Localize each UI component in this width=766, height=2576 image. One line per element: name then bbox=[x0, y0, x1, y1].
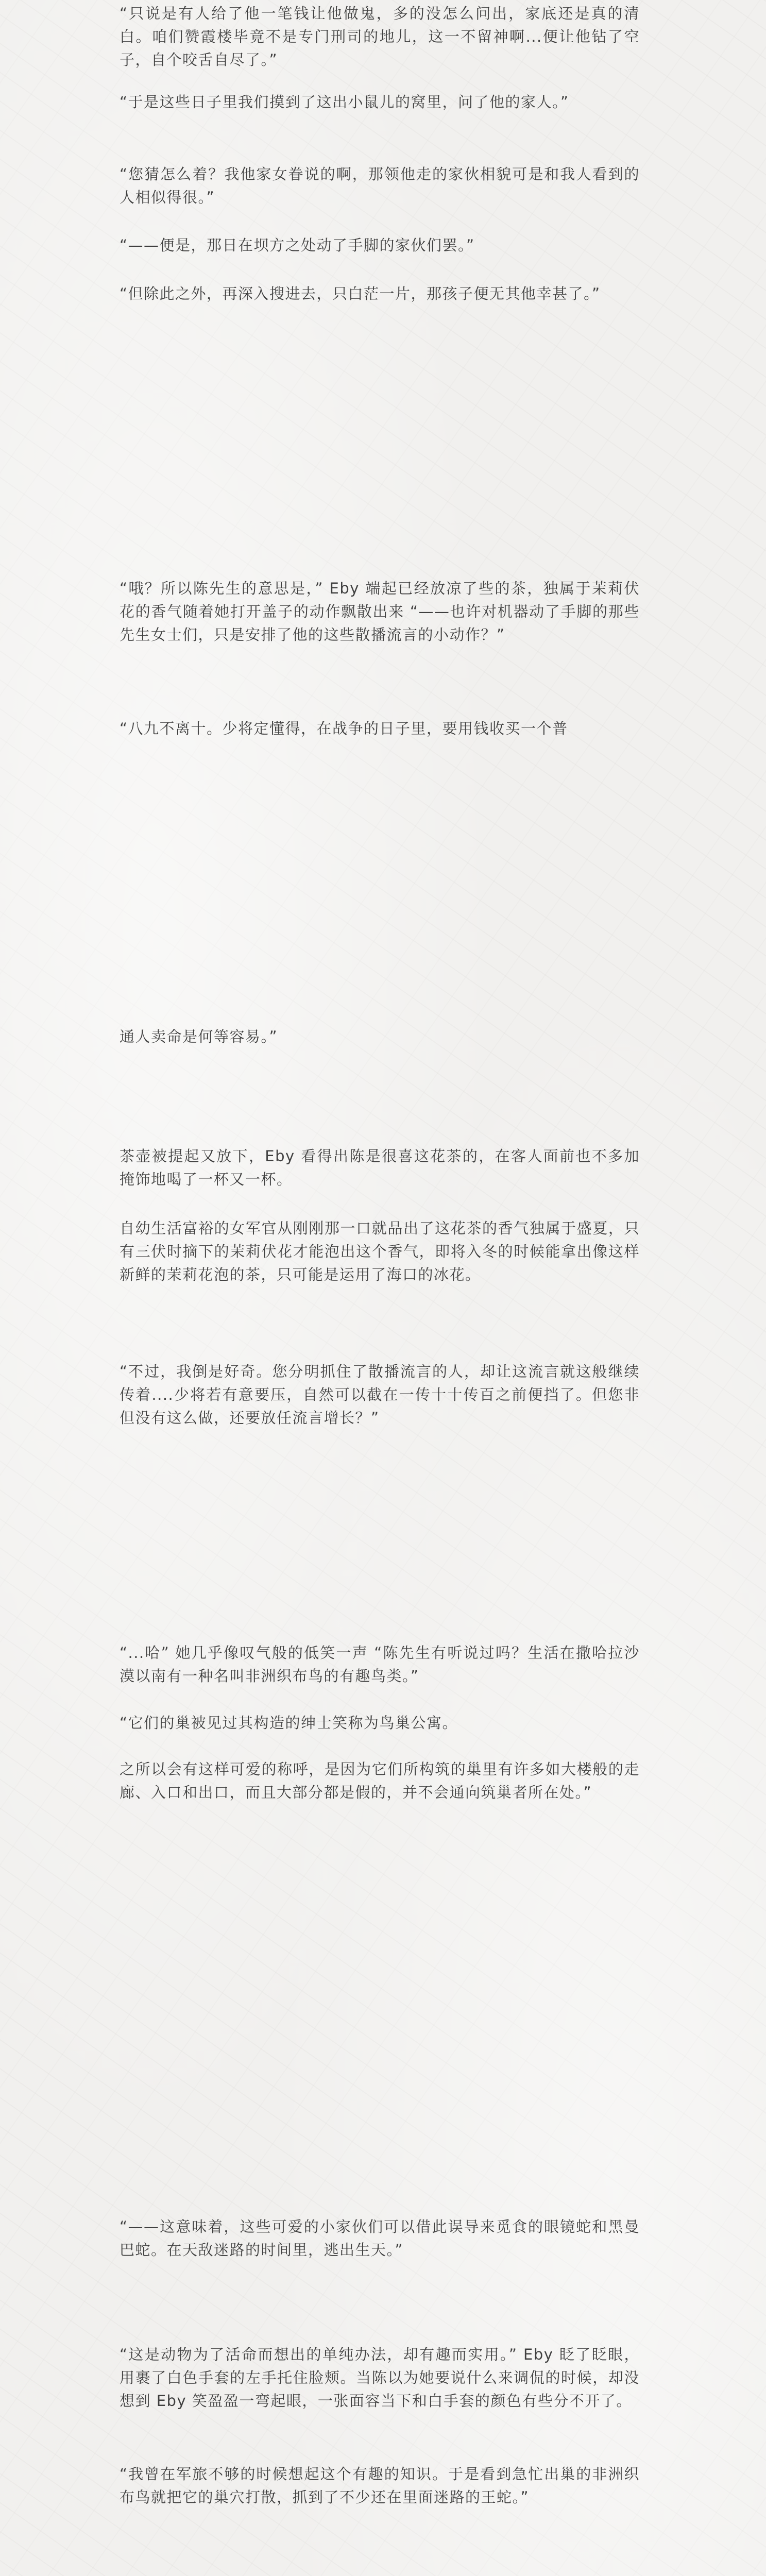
paragraph-15: “——这意味着，这些可爱的小家伙们可以借此误导来觅食的眼镜蛇和黑曼巴蛇。在天敌迷路的时间里，逃出生天。” bbox=[120, 2218, 640, 2259]
paragraph-16: “这是动物为了活命而想出的单纯办法，却有趣而实用。” Eby 眨了眨眼，用裹了白色手套的左手托住脸颊。当陈以为她要说什么来调侃的时候，却没想到 Eby 笑盈盈一弯起眼，一张面容当下和白手套的颜色有些分不开了。 bbox=[120, 2346, 640, 2410]
paragraph-12: “...哈” 她几乎像叹气般的低笑一声 “陈先生有听说过吗？生活在撒哈拉沙漠以南有一种名叫非洲织布鸟的有趣鸟类。” bbox=[120, 1644, 640, 1685]
paragraph-7: “八九不离十。少将定懂得，在战争的日子里，要用钱收买一个普 bbox=[120, 720, 568, 737]
paragraph-1: “只说是有人给了他一笔钱让他做鬼，多的没怎么问出，家底还是真的清白。咱们赞霞楼毕竟不是专门刑司的地儿，这一不留神啊...便让他钻了空子，自个咬舌自尽了。” bbox=[120, 5, 640, 69]
paragraph-14: 之所以会有这样可爱的称呼，是因为它们所构筑的巢里有许多如大楼般的走廊、入口和出口，而且大部分都是假的，并不会通向筑巢者所在处。” bbox=[120, 1760, 640, 1801]
paragraph-6: “哦？所以陈先生的意思是，” Eby 端起已经放凉了些的茶，独属于茉莉伏花的香气随着她打开盖子的动作飘散出来 “——也许对机器动了手脚的那些先生女士们，只是安排了他的这些散播流言的小动作？” bbox=[120, 580, 640, 643]
paragraph-9: 茶壶被提起又放下，Eby 看得出陈是很喜这花茶的，在客人面前也不多加掩饰地喝了一杯又一杯。 bbox=[120, 1147, 640, 1188]
paragraph-17: “我曾在军旅不够的时候想起这个有趣的知识。于是看到急忙出巢的非洲织布鸟就把它的巢穴打散，抓到了不少还在里面迷路的王蛇。” bbox=[120, 2465, 640, 2506]
paragraph-10: 自幼生活富裕的女军官从刚刚那一口就品出了这花茶的香气独属于盛夏，只有三伏时摘下的茉莉伏花才能泡出这个香气，即将入冬的时候能拿出像这样新鲜的茉莉花泡的茶，只可能是运用了海口的冰花。 bbox=[120, 1219, 640, 1283]
paragraph-8: 通人卖命是何等容易。” bbox=[120, 1028, 278, 1045]
paragraph-4: “——便是，那日在坝方之处动了手脚的家伙们罢。” bbox=[120, 236, 475, 254]
paragraph-3: “您猜怎么着？我他家女眷说的啊，那领他走的家伙相貌可是和我人看到的人相似得很。” bbox=[120, 165, 640, 206]
paragraph-13: “它们的巢被见过其构造的绅士笑称为鸟巢公寓。 bbox=[120, 1714, 458, 1732]
paragraph-2: “于是这些日子里我们摸到了这出小鼠儿的窝里，问了他的家人。” bbox=[120, 93, 569, 111]
paragraph-5: “但除此之外，再深入搜进去，只白茫一片，那孩子便无其他幸甚了。” bbox=[120, 285, 601, 302]
paragraph-11: “不过，我倒是好奇。您分明抓住了散播流言的人，却让这流言就这般继续传着....少将若有意要压，自然可以截在一传十十传百之前便挡了。但您非但没有这么做，还要放任流言增长？” bbox=[120, 1363, 640, 1427]
